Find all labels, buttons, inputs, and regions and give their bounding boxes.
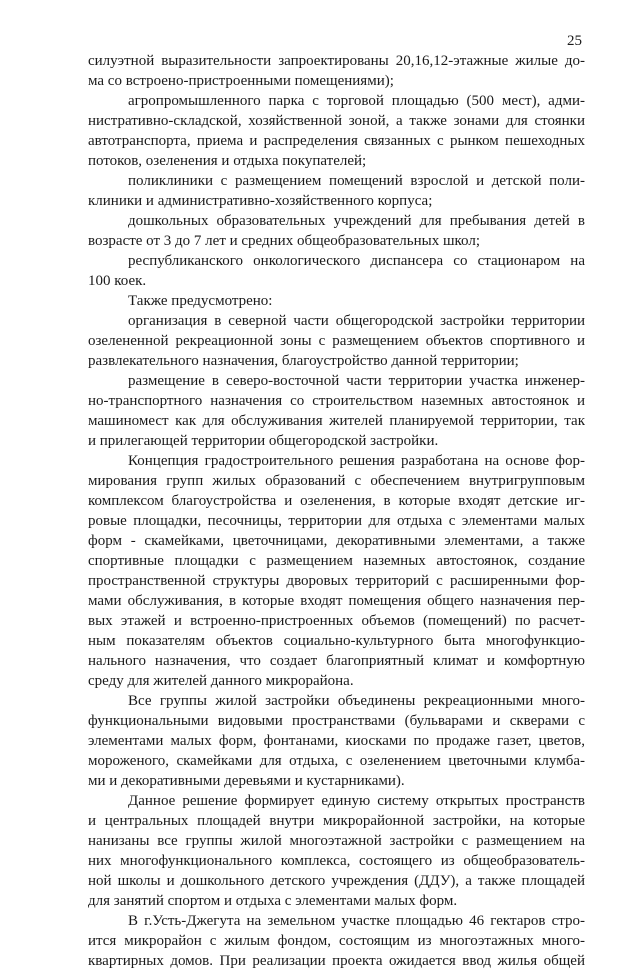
text-line: комплексом благоустройства и озеленения, в которые входят детские иг-: [88, 493, 585, 509]
text-line: форм - скамейками, цветочницами, декоративными элементами, а также: [88, 533, 585, 549]
text-line: но-транспортного назначения со строительством наземных автостоянок и: [88, 393, 585, 409]
text-line: республиканского онкологического диспансера со стационаром на: [128, 253, 585, 269]
text-line: и центральных площадей внутри микрорайонной застройки, на которые: [88, 813, 585, 829]
text-line: мирования групп жилых образований с обеспечением внутригрупповым: [88, 473, 585, 489]
text-line: спортивные площадки с размещением наземных автостоянок, создание: [88, 553, 585, 569]
text-line: поликлиники с размещением помещений взрослой и детской поли-: [128, 173, 585, 189]
text-line: Все группы жилой застройки объединены рекреационными много-: [128, 693, 585, 709]
text-line: ным показателям объектов социально-культурного быта многофункцио-: [88, 633, 585, 649]
text-line: Также предусмотрено:: [128, 293, 273, 309]
text-line: агропромышленного парка с торговой площадью (500 мест), адми-: [128, 93, 585, 109]
text-line: ми и декоративными деревьями и кустарниками).: [88, 773, 405, 789]
text-line: для занятий спортом и отдыха с элементами малых форм.: [88, 893, 458, 909]
text-line: В г.Усть-Джегута на земельном участке площадью 46 гектаров стро-: [128, 913, 585, 929]
text-line: машиномест как для обслуживания жителей планируемой территории, так: [88, 413, 585, 429]
text-line: дошкольных образовательных учреждений для пребывания детей в: [128, 213, 585, 229]
text-line: организация в северной части общегородской застройки территории: [128, 313, 585, 329]
text-line: квартирных домов. При реализации проекта ожидается ввод жилья общей: [88, 953, 585, 969]
text-line: ится микрорайон с жилым фондом, состоящим из многоэтажных много-: [88, 933, 585, 949]
text-line: развлекательного назначения, благоустройство данной территории;: [88, 353, 519, 369]
text-line: клиники и административно-хозяйственного корпуса;: [88, 193, 433, 209]
text-line: среду для жителей данного микрорайона.: [88, 673, 354, 689]
text-line: Данное решение формирует единую систему открытых пространств: [128, 793, 585, 809]
text-line: потоков, озеленения и отдыха покупателей;: [88, 153, 367, 169]
text-line: Концепция градостроительного решения разработана на основе фор-: [128, 453, 585, 469]
text-line: и прилегающей территории общегородской застройки.: [88, 433, 439, 449]
text-line: 100 коек.: [88, 273, 147, 289]
text-line: функциональными видовыми пространствами (бульварами и скверами с: [88, 713, 585, 729]
text-line: нального назначения, что создает благоприятный климат и комфортную: [88, 653, 585, 669]
text-line: нанизаны все группы жилой многоэтажной застройки с размещением на: [88, 833, 585, 849]
text-line: мороженого, скамейками для отдыха, с озеленением цветочными клумба-: [88, 753, 585, 769]
text-line: элементами малых форм, фонтанами, киосками по продаже газет, цветов,: [88, 733, 585, 749]
page-number: 25: [567, 33, 582, 49]
body-text: [88, 51, 585, 971]
text-line: ма со встроено-пристроенными помещениями);: [88, 73, 394, 89]
text-line: них многофункционального комплекса, состоящего из общеобразователь-: [88, 853, 585, 869]
text-line: вых этажей и встроенно-пристроенных объемов (помещений) по расчет-: [88, 613, 585, 629]
text-line: автотранспорта, приема и распределения связанных с рынком пешеходных: [88, 133, 585, 149]
text-line: нистративно-складской, хозяйственной зоной, а также зонами для стоянки: [88, 113, 585, 129]
text-line: мами обслуживания, в которые входят помещения общего назначения пер-: [88, 593, 585, 609]
text-line: силуэтной выразительности запроектированы 20,16,12-этажные жилые до-: [88, 53, 585, 69]
text-line: ровые площадки, песочницы, территории для отдыха с элементами малых: [88, 513, 585, 529]
text-line: возрасте от 3 до 7 лет и средних общеобразовательных школ;: [88, 233, 480, 249]
text-line: размещение в северо-восточной части территории участка инженер-: [128, 373, 585, 389]
text-line: озелененной рекреационной зоны с размещением объектов спортивного и: [88, 333, 585, 349]
text-line: ной школы и дошкольного детского учреждения (ДДУ), а также площадей: [88, 873, 585, 889]
text-line: пространственной структуры дворовых территорий с расширенными фор-: [88, 573, 585, 589]
